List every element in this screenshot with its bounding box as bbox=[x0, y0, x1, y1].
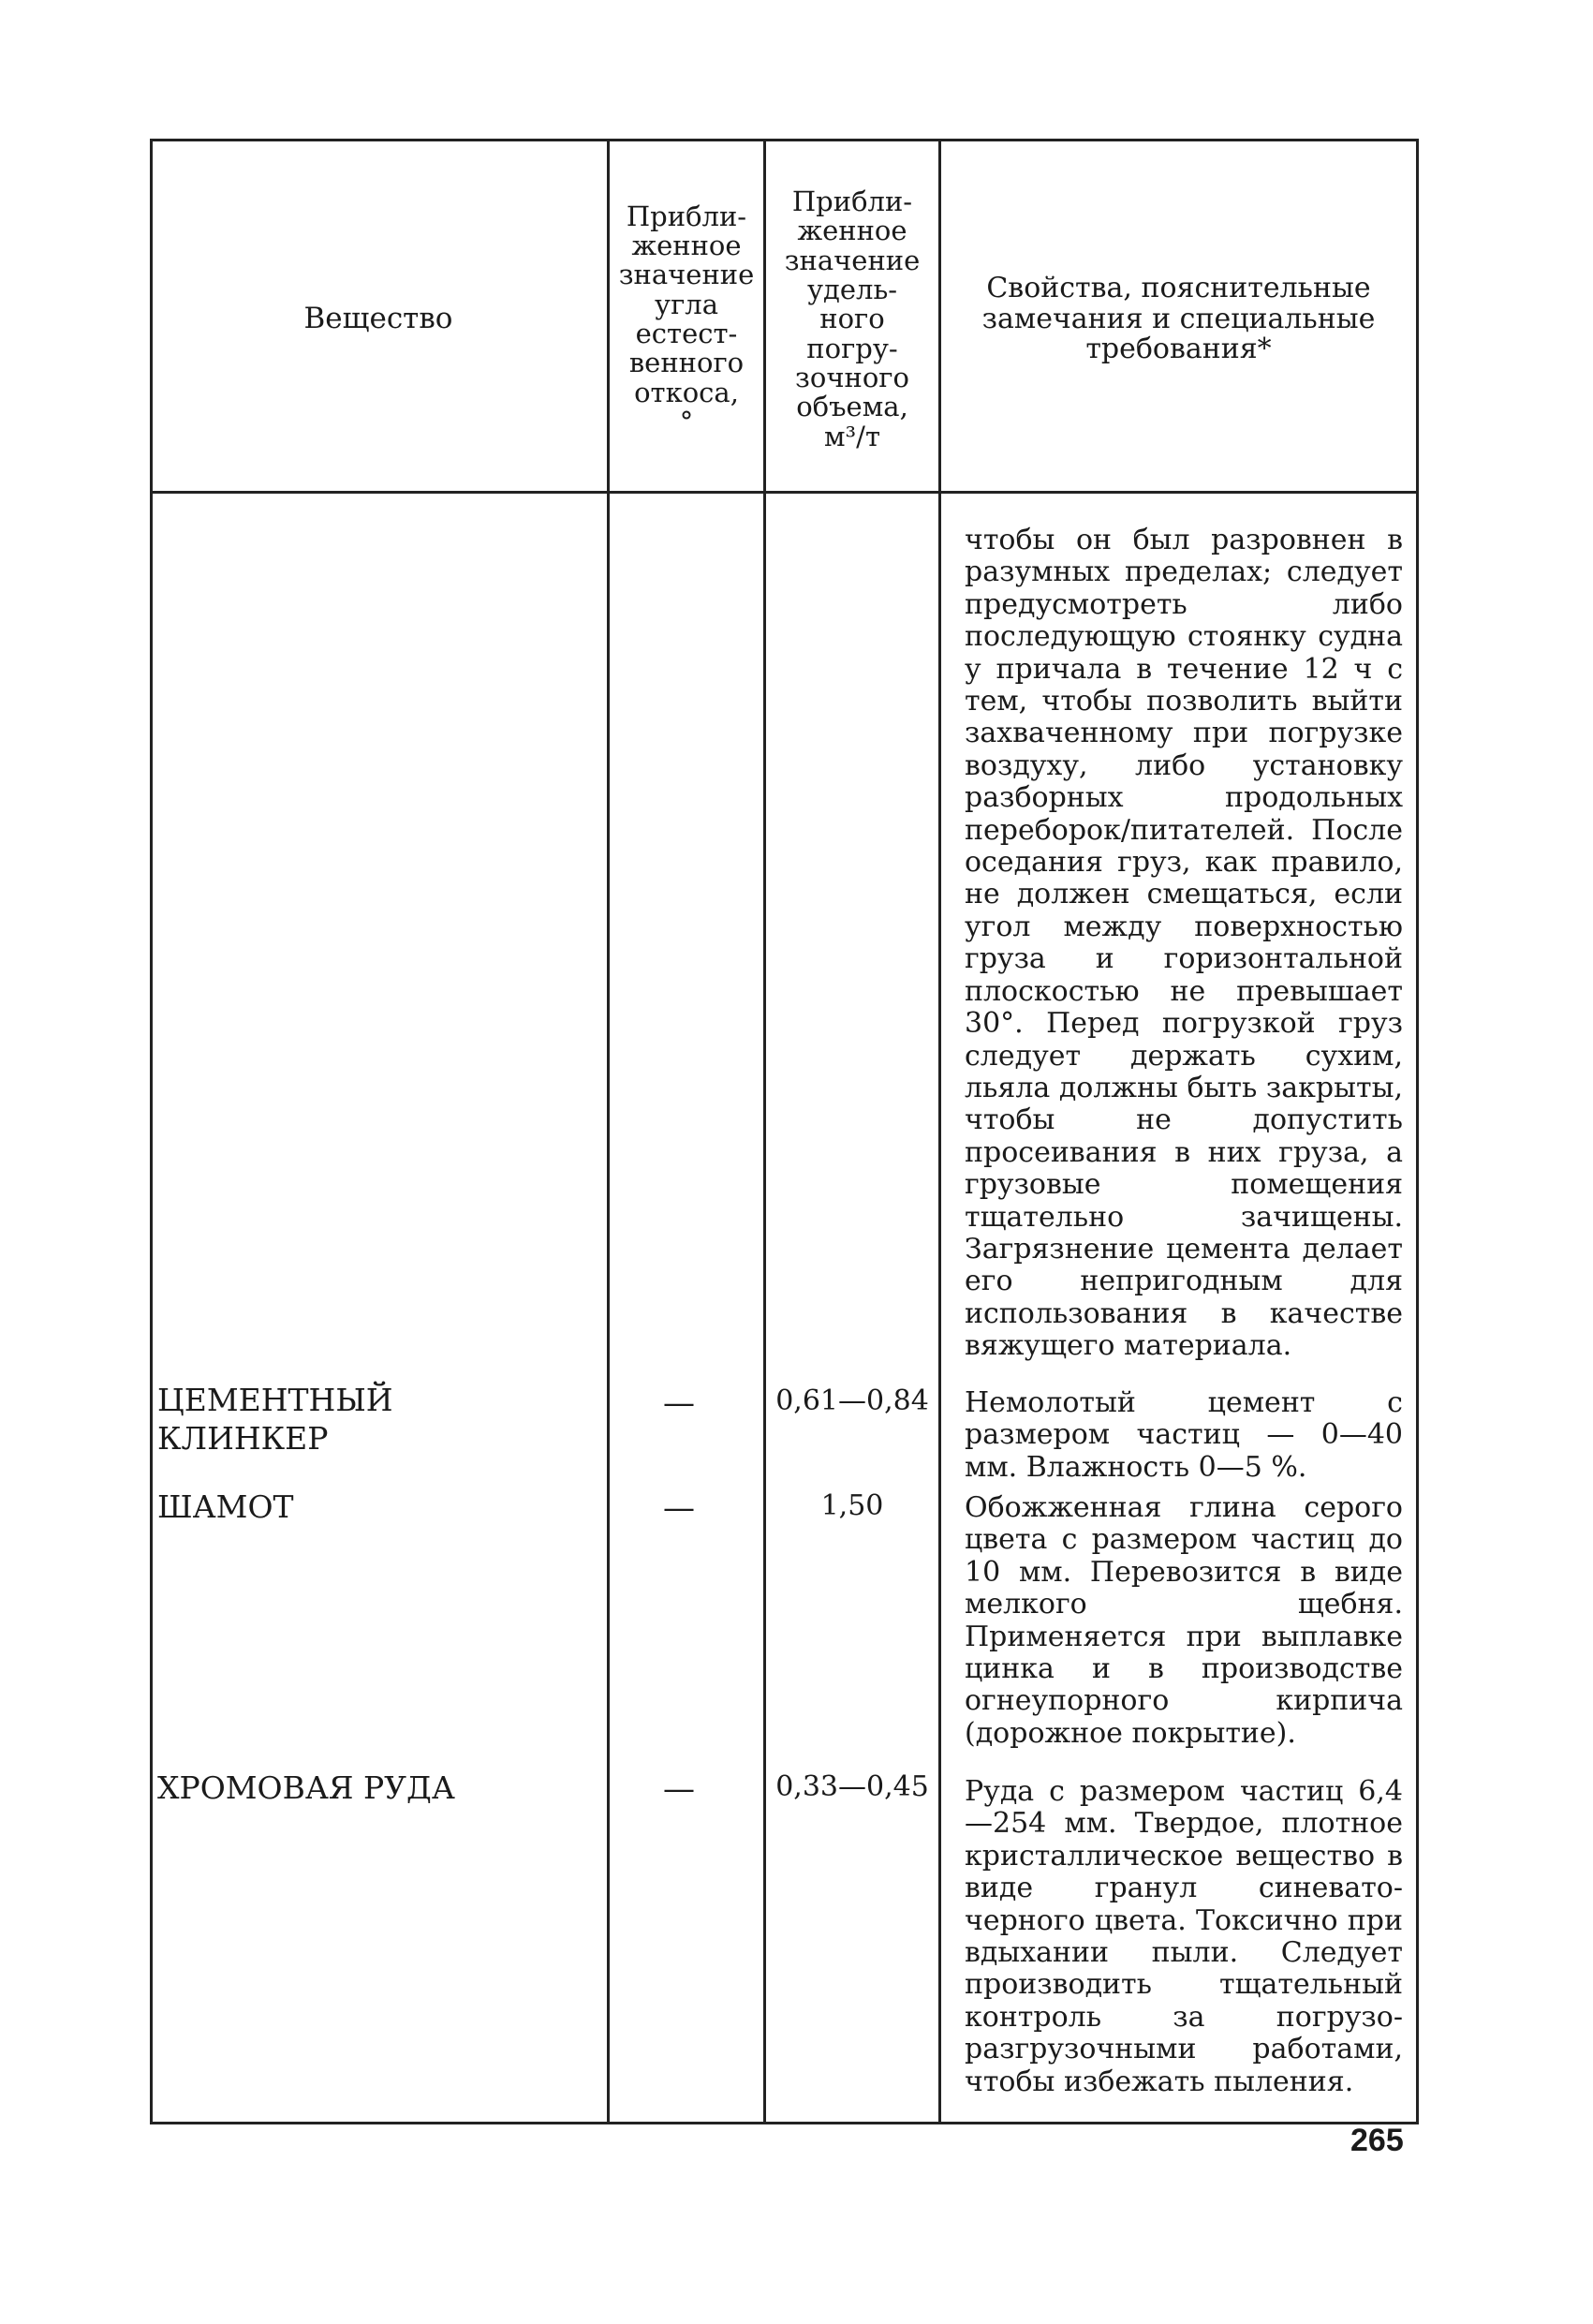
table-top-border bbox=[150, 139, 1419, 141]
header-substance: Вещество bbox=[303, 302, 453, 336]
table-bottom-border bbox=[150, 2122, 1419, 2124]
page-number: 265 bbox=[1350, 2123, 1404, 2158]
angle-cell: — bbox=[663, 1384, 695, 1422]
properties-cell bbox=[965, 1492, 1403, 1750]
continued-properties-text bbox=[965, 525, 1403, 1363]
properties-paragraph: Руда с размером частиц 6,4—254 мм. Твердое, плотное кристаллическое вещество в виде гранул синевато-черного цвета. Токсично при вдыхании пыли. Следует производить тщательный контроль за погрузо-разгрузочными работами, чтобы избежать пыления. bbox=[965, 1775, 1403, 2098]
volume-cell: 0,61—0,84 bbox=[775, 1384, 929, 1417]
properties-paragraph: Немолотый цемент с размером частиц — 0—40 мм. Влажность 0—5 %. bbox=[965, 1386, 1403, 1484]
volume-cell: 1,50 bbox=[820, 1489, 884, 1522]
header-volume: Прибли- женное значение удель- ного погру- зочного объема, м³/т bbox=[784, 185, 921, 452]
properties-cell bbox=[965, 1776, 1403, 2098]
substance-cell: ШАМОТ bbox=[157, 1488, 294, 1525]
substance-cell: ЦЕМЕНТНЫЙ КЛИНКЕР bbox=[157, 1382, 393, 1458]
angle-cell: — bbox=[663, 1770, 695, 1808]
cargo-table bbox=[150, 139, 1419, 2126]
angle-cell: — bbox=[663, 1489, 695, 1527]
properties-paragraph: Обожженная глина серого цвета с размером частиц до 10 мм. Перевозится в виде мелкого щебня. Применяется при выплавке цинка и в производстве огнеупорного кирпича (дорожное покрытие). bbox=[965, 1491, 1403, 1750]
table-right-border bbox=[1416, 139, 1419, 2124]
header-angle: Прибли- женное значение угла естест- венного откоса, ° bbox=[618, 200, 755, 437]
continued-properties-paragraph: чтобы он был разровнен в разумных пределах; следует предусмотреть либо последующую стоянку судна у причала в течение 12 ч с тем, чтобы позволить выйти захваченному при погрузке воздуху, либо установку разборных продольных переборок/питателей. После оседания груз, как правило, не должен смещаться, если угол между поверхностью груза и горизонтальной плоскостью не превышает 30°. Перед погрузкой груз следует держать сухим, льяла должны быть закрыты, чтобы не допустить просеивания в них груза, а грузовые помещения тщательно зачищены. Загрязнение цемента делает его непригодным для использования в качестве вяжущего материала. bbox=[965, 524, 1403, 1363]
properties-cell bbox=[965, 1387, 1403, 1484]
volume-cell: 0,33—0,45 bbox=[775, 1770, 929, 1803]
header-properties: Свойства, пояснительные замечания и специальные требования* bbox=[981, 272, 1376, 366]
substance-cell: ХРОМОВАЯ РУДА bbox=[157, 1769, 455, 1806]
